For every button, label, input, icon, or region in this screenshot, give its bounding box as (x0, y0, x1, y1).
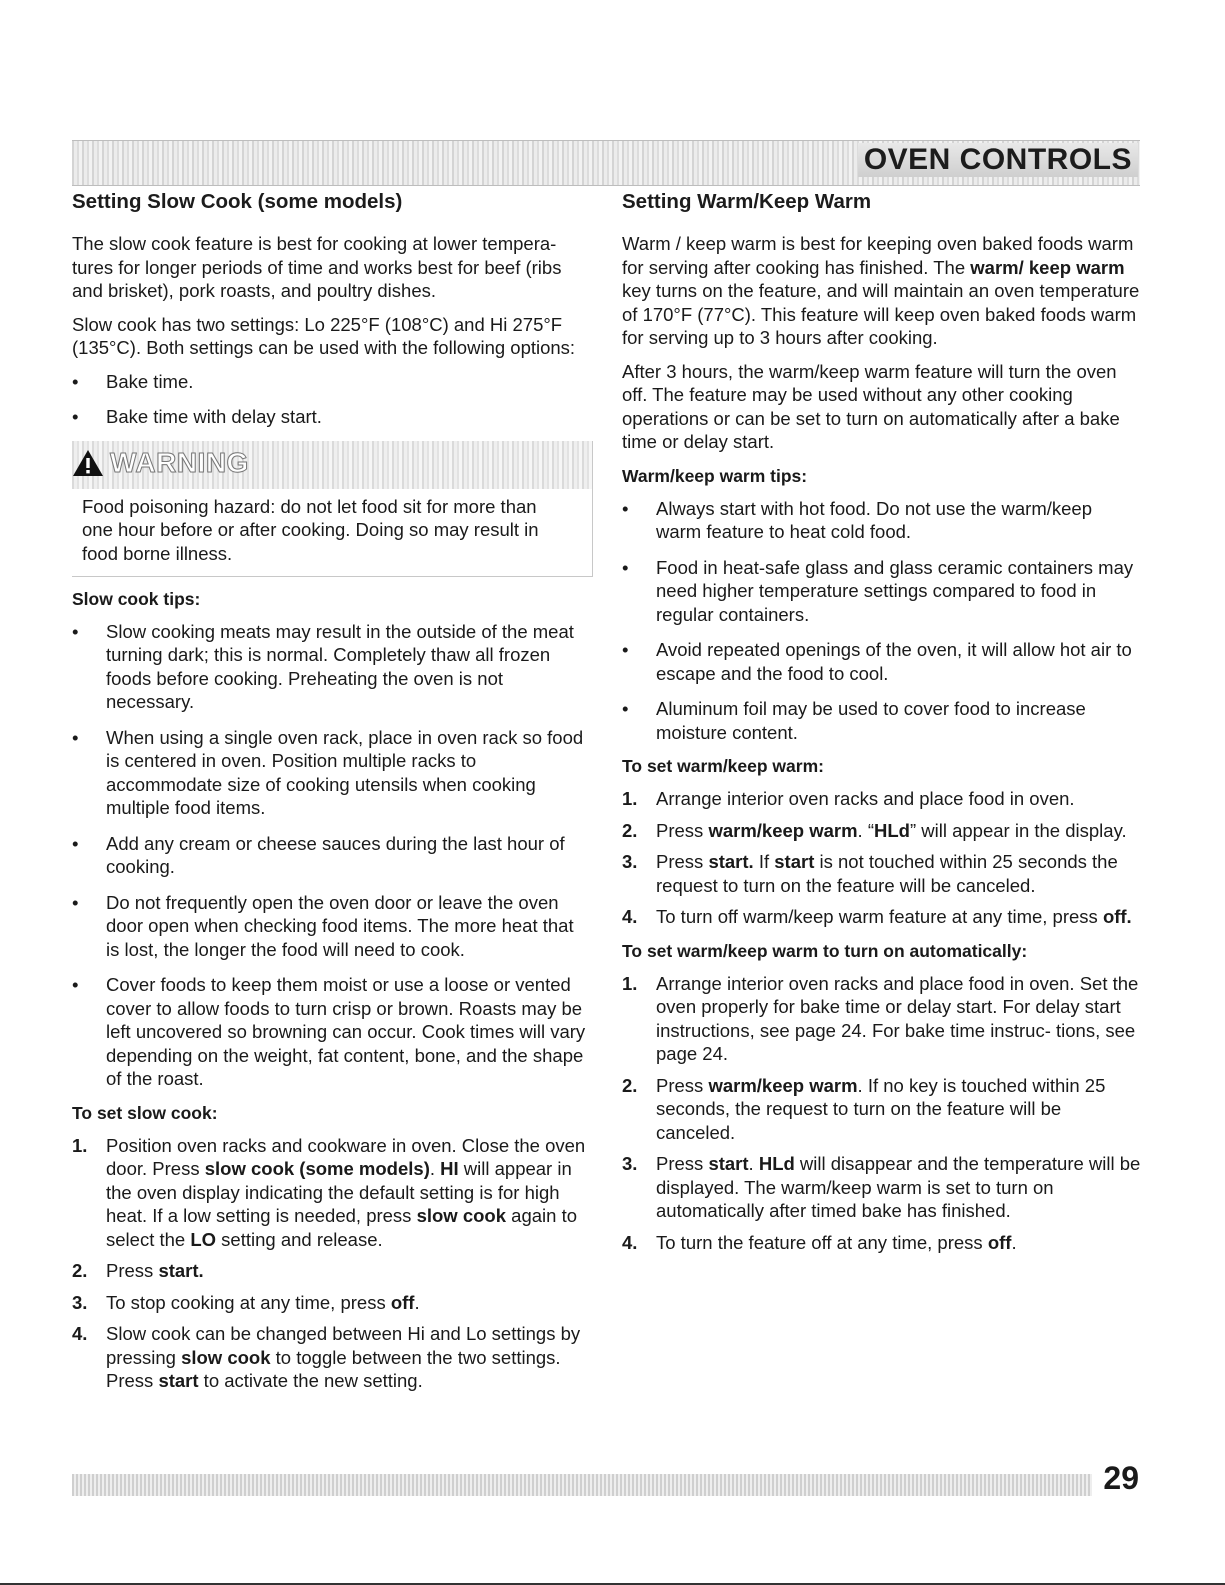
list-item: 2. Press start. (72, 1260, 204, 1281)
list-item: • Slow cooking meats may result in the outside of the meat turning dark; this is normal. Completely thaw all frozen foods before cooking. Preheating the oven is not necessary. (72, 620, 574, 712)
bullet-icon: • (622, 639, 629, 660)
list-item: 1. Arrange interior oven racks and place food in oven. Set the oven properly for bake time or delay start. For delay start instructions, see page 24. For bake time instruc- tions, see page 24. (622, 972, 1139, 1064)
warning-triangle-icon (72, 448, 104, 478)
slow-cook-intro: The slow cook feature is best for cooking at lower tempera- tures for longer periods of time and works best for beef (ribs and brisket), pork roasts, and poultry dishes. (72, 233, 562, 301)
list-item: • Bake time. (72, 370, 194, 392)
list-item: 4. Slow cook can be changed between Hi and Lo settings by pressing slow cook to toggle between the two settings. Press start to activate the new setting. (72, 1323, 581, 1391)
bullet-icon: • (622, 556, 629, 578)
bullet-icon: • (72, 891, 79, 913)
list-item: 4. To turn off warm/keep warm feature at any time, press off. (622, 906, 1132, 927)
bullet-icon: • (622, 698, 629, 719)
list-item: • Aluminum foil may be used to cover food to increase moisture content. (622, 698, 1086, 743)
left-column (72, 190, 592, 1401)
bullet-icon: • (72, 974, 79, 995)
list-item: 1. Position oven racks and cookware in oven. Close the oven door. Press slow cook (some models). HI will appear in the oven display indicating the default setting is for high heat. If a low setting is needed, press slow cook again to select the LO setting and release. (72, 1134, 586, 1250)
warning-box (72, 441, 593, 577)
bullet-icon: • (72, 832, 79, 854)
list-item: • Bake time with delay start. (72, 406, 322, 427)
list-item: • Cover foods to keep them moist or use a loose or vented cover to allow foods to turn crisp or brown. Roasts may be left uncovered so browning can occur. Cook times will vary depending on the weight, fat content, bone, and the shape of the roast. (72, 974, 586, 1089)
right-column (622, 190, 1142, 1262)
set-slow-cook-steps (72, 1134, 592, 1393)
warm-heading: Setting Warm/Keep Warm (622, 190, 872, 213)
footer-band (72, 1474, 1092, 1496)
page-number: 29 (1103, 1460, 1139, 1496)
warm-tips-heading: Warm/keep warm tips: (622, 465, 808, 486)
bullet-icon: • (72, 726, 79, 748)
list-item: • Add any cream or cheese sauces during the last hour of cooking. (72, 832, 565, 877)
bullet-icon: • (72, 370, 79, 392)
warm-duration: After 3 hours, the warm/keep warm feature will turn the oven off. The feature may be used without any other cooking operations or can be set to turn on automatically after a bake time or delay start. (622, 360, 1120, 452)
list-item: 3. Press start. HLd will disappear and the temperature will be displayed. The warm/keep warm is set to turn on automatically after timed bake has finished. (622, 1153, 1141, 1221)
list-item: 1. Arrange interior oven racks and place food in oven. (622, 788, 1075, 809)
warning-title: WARNING (72, 447, 249, 479)
slow-cook-heading: Setting Slow Cook (some models) (72, 190, 403, 213)
set-warm-heading: To set warm/keep warm: (622, 756, 824, 776)
section-header-band (72, 140, 1140, 186)
list-item: 3. Press start. If start is not touched within 25 seconds the request to turn on the feature will be canceled. (622, 851, 1118, 896)
bullet-icon: • (72, 406, 79, 427)
list-item: 2. Press warm/keep warm. “HLd” will appear in the display. (622, 819, 1127, 841)
warm-intro: Warm / keep warm is best for keeping oven baked foods warm for serving after cooking has finished. The warm/ keep warm key turns on the feature, and will maintain an oven temperature of 170°F (77°C). This feature will keep oven baked foods warm for serving up to 3 hours after cooking. (622, 233, 1140, 348)
list-item: 2. Press warm/keep warm. If no key is touched within 25 seconds, the request to turn on the feature will be canceled. (622, 1074, 1106, 1143)
list-item: • Food in heat-safe glass and glass ceramic containers may need higher temperature settings compared to food in regular containers. (622, 556, 1134, 625)
slow-cook-settings: Slow cook has two settings: Lo 225°F (108°C) and Hi 275°F (135°C). Both settings can be used with the following options: (72, 313, 576, 358)
set-warm-steps (622, 787, 1142, 929)
section-title: OVEN CONTROLS (858, 143, 1138, 177)
auto-warm-steps (622, 972, 1142, 1255)
slow-cook-tips (72, 620, 592, 1091)
bullet-icon: • (622, 497, 629, 519)
warning-text: Food poisoning hazard: do not let food sit for more than one hour before or after cooking. Doing so may result in food borne illness. (82, 495, 539, 564)
list-item: 4. To turn the feature off at any time, press off. (622, 1231, 1017, 1253)
set-slow-cook-heading: To set slow cook: (72, 1102, 218, 1123)
slow-cook-options (72, 370, 592, 429)
list-item: • Always start with hot food. Do not use the warm/keep warm feature to heat cold food. (622, 497, 1092, 542)
list-item: • Do not frequently open the oven door or leave the oven door open when checking food items. The more heat that is lost, the longer the food will need to cook. (72, 891, 574, 960)
slow-cook-tips-heading: Slow cook tips: (72, 588, 201, 609)
list-item: • Avoid repeated openings of the oven, it will allow hot air to escape and the food to cool. (622, 639, 1132, 684)
list-item: • When using a single oven rack, place in oven rack so food is centered in oven. Position multiple racks to accommodate size of cooking utensils when cooking multiple food items. (72, 726, 584, 818)
warm-tips (622, 497, 1142, 745)
bullet-icon: • (72, 620, 79, 642)
list-item: 3. To stop cooking at any time, press off. (72, 1291, 420, 1313)
auto-warm-heading: To set warm/keep warm to turn on automatically: (622, 940, 1028, 961)
